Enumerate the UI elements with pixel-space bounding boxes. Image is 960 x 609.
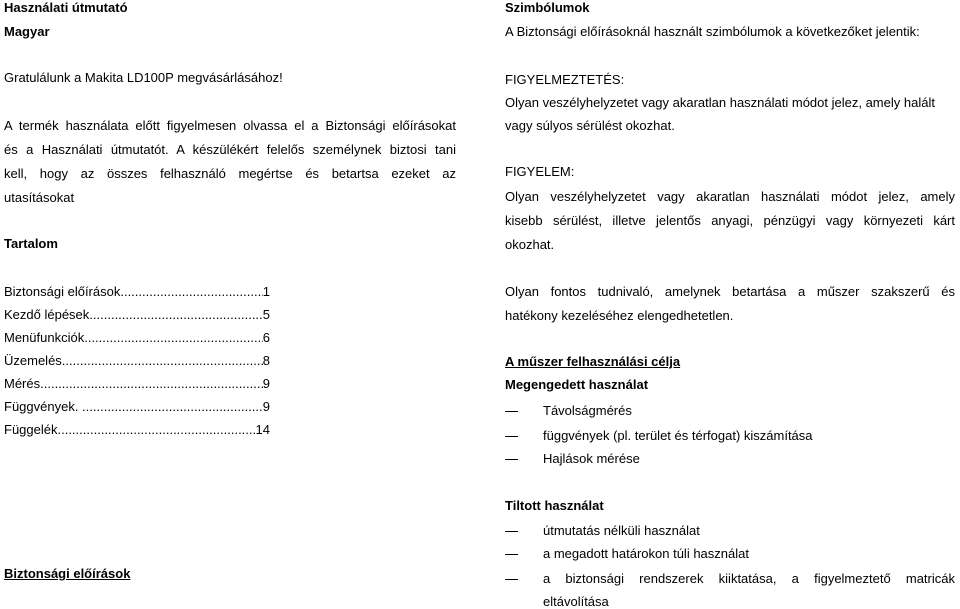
toc-label: Kezdő lépések	[4, 307, 90, 322]
language-label: Magyar	[4, 24, 50, 39]
safety-section-heading: Biztonsági előírások	[4, 566, 131, 581]
symbols-heading: Szimbólumok	[505, 0, 590, 15]
toc-page-number: 6	[262, 330, 270, 345]
toc-entry-menu-functions[interactable]	[4, 330, 270, 345]
toc-entry-operation[interactable]	[4, 353, 270, 368]
toc-label: Üzemelés..........	[4, 353, 98, 368]
warning-label: FIGYELMEZTETÉS:	[505, 72, 625, 87]
caution-label: FIGYELEM:	[505, 164, 575, 179]
toc-page-number: 14	[255, 422, 270, 437]
intro-line: A termék használata előtt figyelmesen olvassa el a Biztonsági előírásokat	[4, 118, 456, 133]
caution-text-line: okozhat.	[505, 237, 555, 252]
warning-text-line: vagy súlyos sérülést okozhat.	[505, 118, 675, 133]
toc-label: Menüfunkciók.	[4, 330, 88, 345]
intro-line: kell, hogy az összes felhasználó megértse és betartsa ezeket az	[4, 166, 456, 181]
toc-label: Függelék	[4, 422, 58, 437]
prohibited-use-heading: Tiltott használat	[505, 498, 604, 513]
toc-entry-safety[interactable]	[4, 284, 270, 299]
toc-entry-measurement[interactable]	[4, 376, 270, 391]
toc-label: Biztonsági előírások	[4, 284, 121, 299]
dash-bullet-icon	[505, 436, 518, 437]
symbols-intro: A Biztonsági előírásoknál használt szimbólumok a következőket jelentik:	[505, 24, 920, 39]
toc-entry-appendix[interactable]	[4, 422, 270, 437]
caution-text-line: kisebb sérülést, illetve jelentős anyagi, pénzügyi vagy környezeti kárt	[505, 213, 955, 228]
purpose-heading: A műszer felhasználási célja	[505, 354, 681, 369]
toc-page-number: 5	[262, 307, 270, 322]
toc-label: Mérés	[4, 376, 41, 391]
dash-bullet-icon	[505, 411, 518, 412]
list-item-continuation: eltávolítása	[543, 594, 609, 609]
note-text-line: Olyan fontos tudnivaló, amelynek betartása a műszer szakszerű és	[505, 284, 955, 299]
dash-bullet-icon	[505, 459, 518, 460]
intro-line: és a Használati útmutatót. A készülékért felelős személynek biztosi tani	[4, 142, 456, 157]
note-text-line: hatékony kezeléséhez elengedhetetlen.	[505, 308, 734, 323]
toc-page-number: 9	[262, 376, 270, 391]
congratulations-text: Gratulálunk a Makita LD100P megvásárlásához!	[4, 70, 283, 85]
manual-page: Használati útmutató Magyar Gratulálunk a Makita LD100P megvásárlásához! A termék használata előtt figyelmesen olvassa el a Biztonsági előírásokat és a Használati útmutatót. A készülékért felelős személynek biztosi tani kell, hogy az összes felhasználó megértse és betartsa ezeket az utasításokat Tartalom Biztonsági előírások ..... 1 Kezdő lépések ..... 5 Menüfunkciók. ..... 6 Üzemelés.......... ..... 8 Mérés ..... 9 Függvények. . ..... 9 Függelék ..... 14 Biztonsági előírások Szimbólumok A Biztonsági előírásoknál használt szimbólumok a következőket jelentik: FIGYELMEZTETÉS: Olyan veszélyhelyzetet vagy akaratlan használati módot jelez, amely halált vagy súlyos sérülést okozhat. FIGYELEM: Olyan veszélyhelyzetet vagy akaratlan használati módot jelez, amely kisebb sérülést, illetve jelentős anyagi, pénzügyi vagy környezeti kárt okozhat. Olyan fontos tudnivaló, amelynek betartása a műszer szakszerű és hatékony kezeléséhez elengedhetetlen. A műszer felhasználási célja Megengedett használat Távolságmérés függvények (pl. terület és térfogat) kiszámítása Hajlások mérése Tiltott használat útmutatás nélküli használat a megadott határokon túli használat a biztonsági rendszerek kiiktatása, a figyelmeztető matricák eltávolítása	[0, 0, 960, 609]
toc-entry-getting-started[interactable]	[4, 307, 270, 322]
toc-page-number: 9	[262, 399, 270, 414]
permitted-use-heading: Megengedett használat	[505, 377, 649, 392]
toc-label: Függvények. .	[4, 399, 86, 414]
toc-entry-functions[interactable]	[4, 399, 270, 414]
warning-text-line: Olyan veszélyhelyzetet vagy akaratlan használati módot jelez, amely halált	[505, 95, 935, 110]
caution-text-line: Olyan veszélyhelyzetet vagy akaratlan használati módot jelez, amely	[505, 189, 955, 204]
contents-heading: Tartalom	[4, 236, 58, 251]
intro-line: utasításokat	[4, 190, 75, 205]
dash-bullet-icon	[505, 531, 518, 532]
document-title: Használati útmutató	[4, 0, 128, 15]
dash-bullet-icon	[505, 554, 518, 555]
toc-page-number: 1	[262, 284, 270, 299]
dash-bullet-icon	[505, 579, 518, 580]
toc-page-number: 8	[262, 353, 270, 368]
